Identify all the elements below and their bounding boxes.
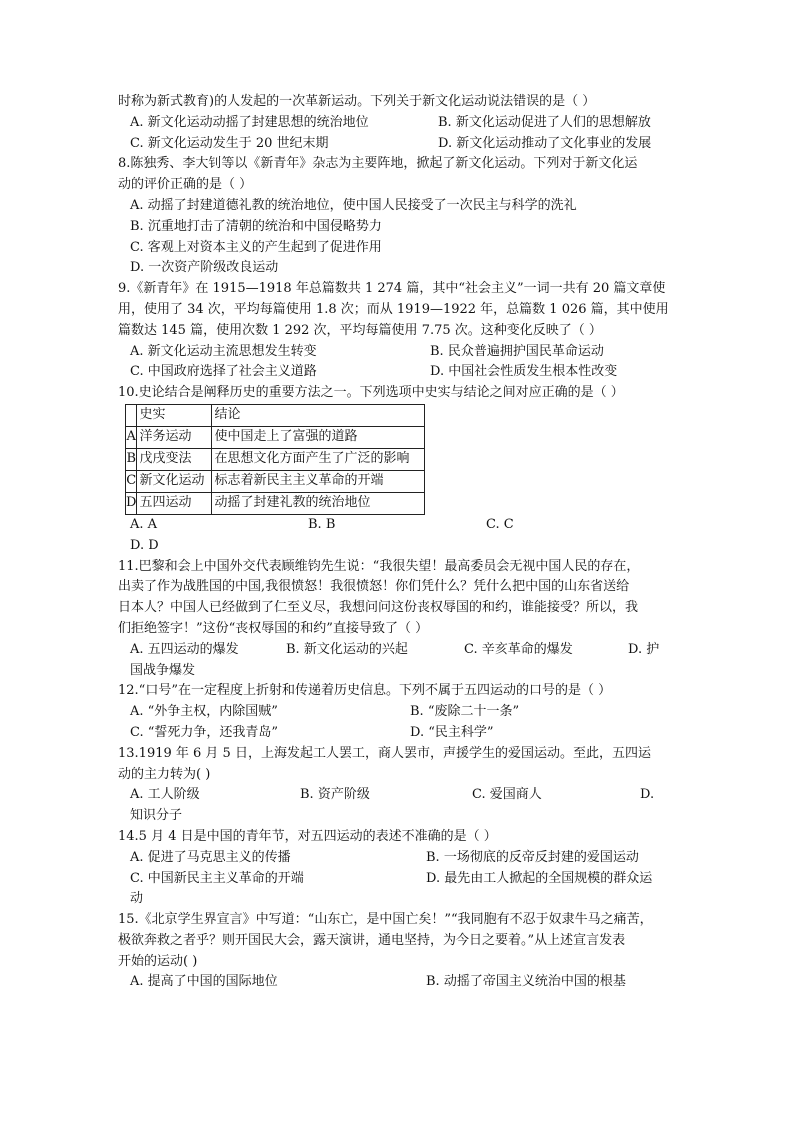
q12-option-d: D. “民主科学” <box>410 724 494 740</box>
table-cell: 五四运动 <box>137 492 212 514</box>
q10-options-row1 <box>118 515 678 536</box>
table-cell: C <box>126 470 137 492</box>
q7-option-a: A. 新文化运动动摇了封建思想的统治地位 <box>130 114 369 130</box>
q7-option-d: D. 新文化运动推动了文化事业的发展 <box>438 135 652 151</box>
q11-stem-line2: 出卖了作为战胜国的中国,我很愤怒！我很愤怒！你们凭什么？凭什么把中国的山东省送给 <box>118 579 630 595</box>
table-cell: 使中国走上了富强的道路 <box>212 426 425 448</box>
table-cell: 新文化运动 <box>137 470 212 492</box>
q11-stem-line3: 日本人？中国人已经做到了仁至义尽，我想问问这份丧权辱国的和约，谁能接受？所以，我 <box>118 600 639 616</box>
table-row <box>126 470 425 492</box>
table-cell: A <box>126 426 137 448</box>
q9-option-c: C. 中国政府选择了社会主义道路 <box>130 364 317 380</box>
q10-table <box>125 404 425 515</box>
q15-option-b: B. 动摇了帝国主义统治中国的根基 <box>426 974 626 990</box>
table-cell: D <box>126 492 137 514</box>
q9-option-a: A. 新文化运动主流思想发生转变 <box>130 343 317 359</box>
q12-option-a: A. “外争主权，内除国贼” <box>130 704 278 720</box>
table-cell: B <box>126 448 137 470</box>
q15-stem-line3: 开始的运动( ) <box>118 953 198 969</box>
q13-options-row <box>118 785 678 806</box>
q7-option-b: B. 新文化运动促进了人们的思想解放 <box>438 114 651 130</box>
q11-option-a: A. 五四运动的爆发 <box>130 641 239 657</box>
q7-stem: 时称为新式教育)的人发起的一次革新运动。下列关于新文化运动说法错误的是（ ） <box>118 94 596 109</box>
q15-option-a: A. 提高了中国的国际地位 <box>130 974 278 990</box>
q14-option-d-wrap: 动 <box>130 891 144 907</box>
q15-stem-line2: 极欲奔救之者乎？则开国民大会，露天演讲，通电坚持，为今日之要着。”从上述宣言发表 <box>118 932 626 948</box>
q15-stem-line1: 15.《北京学生界宣言》中写道：“山东亡，是中国亡矣！”“我同胞有不忍于奴隶牛马之痛苦， <box>118 912 653 928</box>
q13-option-d-wrap: 知识分子 <box>130 808 183 824</box>
q8-option-c: C. 客观上对资本主义的产生起到了促进作用 <box>130 239 382 255</box>
q7-options-row2 <box>118 134 678 155</box>
q9-stem-line1: 9.《新青年》在 1915—1918 年总篇数共 1 274 篇，其中“社会主义”一词一共有 20 篇文章使 <box>118 281 666 297</box>
q10-option-b: B. B <box>308 516 336 532</box>
table-cell: 标志着新民主主义革命的开端 <box>212 470 425 492</box>
q13-option-d: D. <box>640 787 655 803</box>
q8-option-d: D. 一次资产阶级改良运动 <box>130 260 279 276</box>
q10-header-cell: 史实 <box>137 404 212 426</box>
q13-stem-line2: 动的主力转为( ) <box>118 766 211 782</box>
document-page <box>118 92 678 993</box>
q9-options-row1 <box>118 342 678 363</box>
q8-option-a: A. 动摇了封建道德礼教的统治地位，使中国人民接受了一次民主与科学的洗礼 <box>130 197 577 213</box>
q9-stem-line3: 篇数达 145 篇，使用次数 1 292 次，平均每篇使用 7.75 次。这种变化反映了（ ） <box>118 322 602 338</box>
q10-option-a: A. A <box>130 516 158 532</box>
q10-header-cell <box>126 404 137 426</box>
table-cell: 在思想文化方面产生了广泛的影响 <box>212 448 425 470</box>
q13-stem-line1: 13.1919 年 6 月 5 日，上海发起工人罢工，商人罢市，声援学生的爱国运动。至此，五四运 <box>118 745 651 761</box>
q14-option-a: A. 促进了马克思主义的传播 <box>130 849 291 865</box>
q12-options-row2 <box>118 723 678 744</box>
q14-option-c: C. 中国新民主主义革命的开端 <box>130 870 304 886</box>
q10-option-d: D. D <box>130 537 159 553</box>
q8-option-b: B. 沉重地打击了清朝的统治和中国侵略势力 <box>130 218 382 234</box>
q10-stem: 10.史论结合是阐释历史的重要方法之一。下列选项中史实与结论之间对应正确的是（ ） <box>118 385 624 401</box>
q14-option-b: B. 一场彻底的反帝反封建的爱国运动 <box>426 849 639 865</box>
q11-stem-line4: 们拒绝签字！”这份“丧权辱国的和约”直接导致了（ ） <box>118 620 429 636</box>
q14-stem: 14.5 月 4 日是中国的青年节，对五四运动的表述不准确的是（ ） <box>118 828 497 844</box>
q15-options-row1 <box>118 972 678 993</box>
q12-option-c: C. “誓死力争，还我青岛” <box>130 724 279 740</box>
q10-header-cell: 结论 <box>212 404 425 426</box>
q9-option-b: B. 民众普遍拥护国民革命运动 <box>430 343 604 359</box>
q13-option-a: A. 工人阶级 <box>130 787 200 803</box>
q8-stem-line1: 8.陈独秀、李大钊等以《新青年》杂志为主要阵地，掀起了新文化运动。下列对于新文化运 <box>118 156 638 172</box>
q10-table-header <box>126 404 425 426</box>
q9-stem-line2: 用，使用了 34 次，平均每篇使用 1.8 次；而从 1919—1922 年，总篇数 1 026 篇，其中使用 <box>118 301 669 317</box>
q10-option-c: C. C <box>486 516 514 532</box>
table-row <box>126 492 425 514</box>
q9-options-row2 <box>118 362 678 383</box>
q12-options-row1 <box>118 702 678 723</box>
q11-stem-line1: 11.巴黎和会上中国外交代表顾维钧先生说：“我很失望！最高委员会无视中国人民的存在， <box>118 558 640 574</box>
q7-options-row1 <box>118 113 678 134</box>
table-cell: 洋务运动 <box>137 426 212 448</box>
q14-options-row1 <box>118 848 678 869</box>
q11-option-d-wrap: 国战争爆发 <box>130 662 196 678</box>
q9-option-d: D. 中国社会性质发生根本性改变 <box>430 364 618 380</box>
q11-option-d: D. 护 <box>628 641 660 657</box>
table-row <box>126 426 425 448</box>
q12-stem: 12.“口号”在一定程度上折射和传递着历史信息。下列不属于五四运动的口号的是（ ） <box>118 683 612 699</box>
q13-option-b: B. 资产阶级 <box>300 787 370 803</box>
q13-option-c: C. 爱国商人 <box>472 787 542 803</box>
q11-option-c: C. 辛亥革命的爆发 <box>464 641 573 657</box>
q12-option-b: B. “废除二十一条” <box>410 704 520 720</box>
q11-option-b: B. 新文化运动的兴起 <box>286 641 408 657</box>
table-cell: 动摇了封建礼教的统治地位 <box>212 492 425 514</box>
q14-option-d: D. 最先由工人掀起的全国规模的群众运 <box>426 870 653 886</box>
q7-option-c: C. 新文化运动发生于 20 世纪末期 <box>130 135 329 151</box>
table-row <box>126 448 425 470</box>
q8-stem-line2: 动的评价正确的是（ ） <box>118 177 253 193</box>
table-cell: 戊戌变法 <box>137 448 212 470</box>
q11-options-row <box>118 640 678 661</box>
q14-options-row2 <box>118 869 678 890</box>
